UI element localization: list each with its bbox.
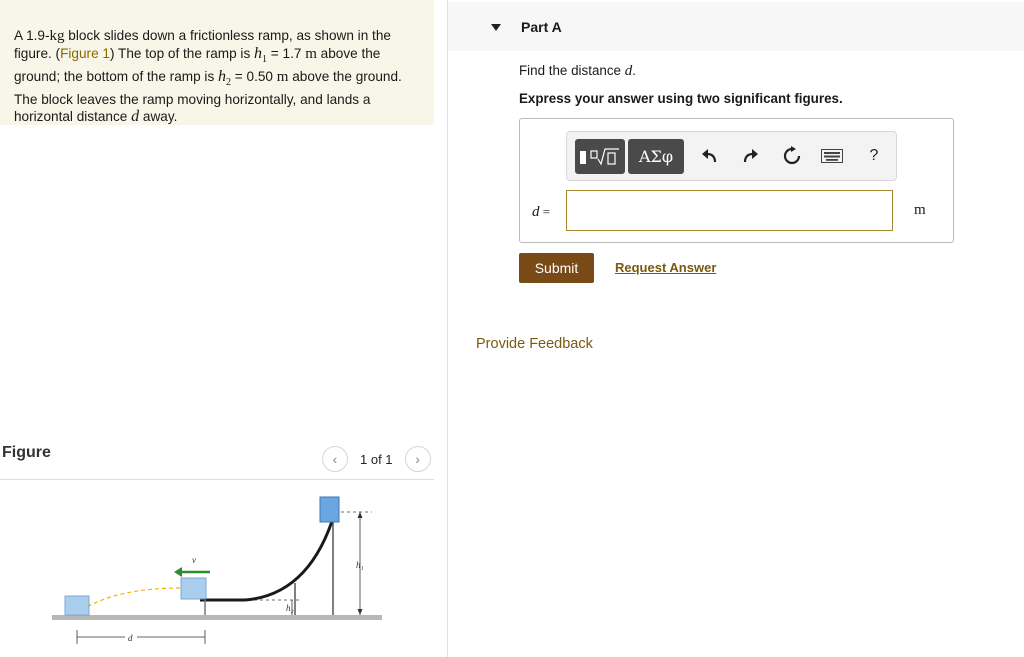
help-button[interactable]: ? (869, 147, 879, 164)
undo-icon[interactable] (699, 145, 721, 167)
unit-kg: kg (49, 28, 65, 44)
figure-link[interactable]: Figure 1 (60, 46, 110, 61)
question-prompt: Find the distance d. (519, 63, 636, 79)
h1-label: h₁ (356, 560, 364, 570)
answer-variable-label: d = (532, 204, 551, 220)
caret-down-icon[interactable] (491, 24, 501, 31)
templates-icon[interactable] (575, 139, 625, 174)
part-a-header[interactable] (448, 2, 1024, 51)
problem-panel (0, 0, 434, 657)
keyboard-icon[interactable] (821, 145, 843, 167)
submit-button[interactable]: Submit (519, 253, 594, 283)
block-top (320, 497, 339, 522)
d-label: d (128, 633, 133, 643)
redo-icon[interactable] (739, 145, 761, 167)
figure-heading: Figure (2, 444, 51, 461)
figure-pager (322, 446, 431, 472)
greek-symbols-button[interactable]: ΑΣφ (628, 139, 684, 174)
answer-instruction: Express your answer using two significant figures. (519, 91, 843, 106)
part-title: Part A (521, 19, 562, 35)
figure-counter: 1 of 1 (360, 451, 393, 467)
d-symbol: d (131, 108, 140, 126)
answer-box (519, 118, 954, 243)
math-toolbar (566, 131, 897, 181)
provide-feedback-link[interactable]: Provide Feedback (476, 336, 593, 352)
answer-unit: m (914, 202, 926, 218)
reset-icon[interactable] (781, 145, 803, 167)
answer-input[interactable] (566, 190, 893, 231)
chevron-left-icon[interactable]: ‹ (322, 446, 348, 472)
trajectory (85, 588, 180, 608)
h2-symbol: $h_2$ (218, 68, 232, 89)
h2-label: h₂ (286, 603, 294, 613)
velocity-label: v⃗ (192, 555, 203, 565)
request-answer-link[interactable]: Request Answer (615, 260, 717, 275)
ramp-figure (40, 490, 385, 645)
chevron-right-icon[interactable]: › (405, 446, 431, 472)
block-landed (65, 596, 89, 615)
ground (52, 615, 382, 620)
h1-symbol: $h_1$ (254, 45, 268, 66)
figure-divider (0, 479, 434, 480)
question-panel (448, 0, 1024, 657)
problem-statement: A 1.9-kg block slides down a frictionless ramp, as shown in the figure. (Figure 1) The top of the ramp is $h_1 = 1.7$ m above the ground; the bottom of the ramp is $h_2 = 0.50$ m above the ground. The block leaves the ramp moving horizontally, and lands a horizontal distance d away. (0, 0, 434, 125)
block-edge (181, 578, 206, 599)
ramp (200, 512, 335, 600)
